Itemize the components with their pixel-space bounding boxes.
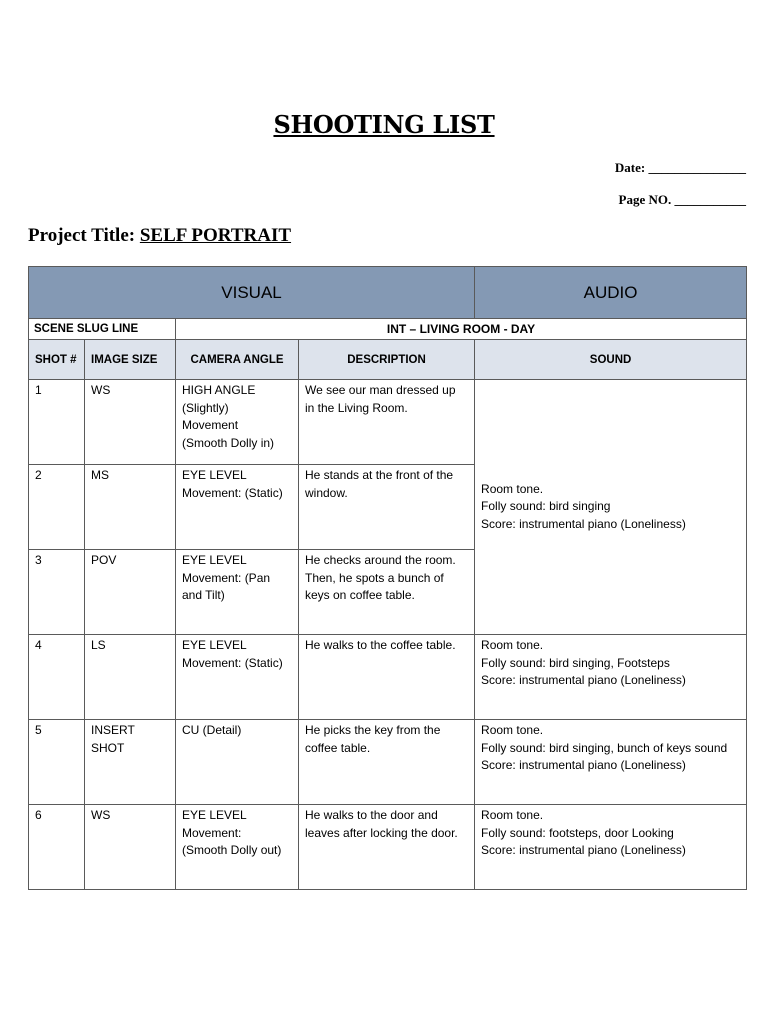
camera-angle: HIGH ANGLE (Slightly) Movement (Smooth Dolly in): [176, 380, 299, 465]
shot-number: 6: [29, 805, 85, 890]
sound: Room tone. Folly sound: bird singing, Footsteps Score: instrumental piano (Loneliness): [475, 635, 747, 720]
project-title: [28, 225, 291, 247]
document-title: SHOOTING LIST: [273, 110, 495, 139]
shooting-list-table: [28, 266, 747, 890]
image-size: INSERT SHOT: [85, 720, 176, 805]
shot-number: 5: [29, 720, 85, 805]
description: He checks around the room. Then, he spots a bunch of keys on coffee table.: [299, 550, 475, 635]
image-size: POV: [85, 550, 176, 635]
image-size: MS: [85, 465, 176, 550]
date-field: Date: _______________: [614, 160, 746, 175]
column-header-image-size: IMAGE SIZE: [85, 340, 176, 380]
scene-slug-value: INT – LIVING ROOM - DAY: [176, 319, 747, 340]
camera-angle: CU (Detail): [176, 720, 299, 805]
image-size: LS: [85, 635, 176, 720]
table-row: [29, 805, 747, 890]
image-size: WS: [85, 380, 176, 465]
camera-angle: EYE LEVEL Movement: (Pan and Tilt): [176, 550, 299, 635]
description: He stands at the front of the window.: [299, 465, 475, 550]
scene-slug-label: SCENE SLUG LINE: [29, 319, 176, 340]
camera-angle: EYE LEVEL Movement: (Static): [176, 465, 299, 550]
sound: Room tone. Folly sound: footsteps, door Looking Score: instrumental piano (Loneliness): [475, 805, 747, 890]
table-row: [29, 720, 747, 805]
section-audio-header: AUDIO: [475, 267, 747, 319]
section-visual-header: VISUAL: [29, 267, 475, 319]
column-header-description: DESCRIPTION: [299, 340, 475, 380]
camera-angle: EYE LEVEL Movement: (Static): [176, 635, 299, 720]
column-header-camera-angle: CAMERA ANGLE: [176, 340, 299, 380]
shot-number: 3: [29, 550, 85, 635]
project-title-label: Project Title:: [28, 225, 136, 246]
description: He picks the key from the coffee table.: [299, 720, 475, 805]
camera-angle: EYE LEVEL Movement: (Smooth Dolly out): [176, 805, 299, 890]
sound: Room tone. Folly sound: bird singing, bunch of keys sound Score: instrumental piano (Loneliness): [475, 720, 747, 805]
project-title-value: SELF PORTRAIT: [139, 225, 292, 246]
image-size: WS: [85, 805, 176, 890]
description: He walks to the coffee table.: [299, 635, 475, 720]
column-header-row: [29, 340, 747, 380]
shot-number: 1: [29, 380, 85, 465]
column-header-shot: SHOT #: [29, 340, 85, 380]
table-row: [29, 380, 747, 465]
table-row: [29, 635, 747, 720]
section-header-row: [29, 267, 747, 319]
sound: Room tone. Folly sound: bird singing Score: instrumental piano (Loneliness): [475, 380, 747, 635]
shot-number: 4: [29, 635, 85, 720]
description: He walks to the door and leaves after locking the door.: [299, 805, 475, 890]
column-header-sound: SOUND: [475, 340, 747, 380]
description: We see our man dressed up in the Living Room.: [299, 380, 475, 465]
page-number-field: Page NO. ___________: [618, 192, 746, 207]
shot-number: 2: [29, 465, 85, 550]
scene-slug-row: [29, 319, 747, 340]
